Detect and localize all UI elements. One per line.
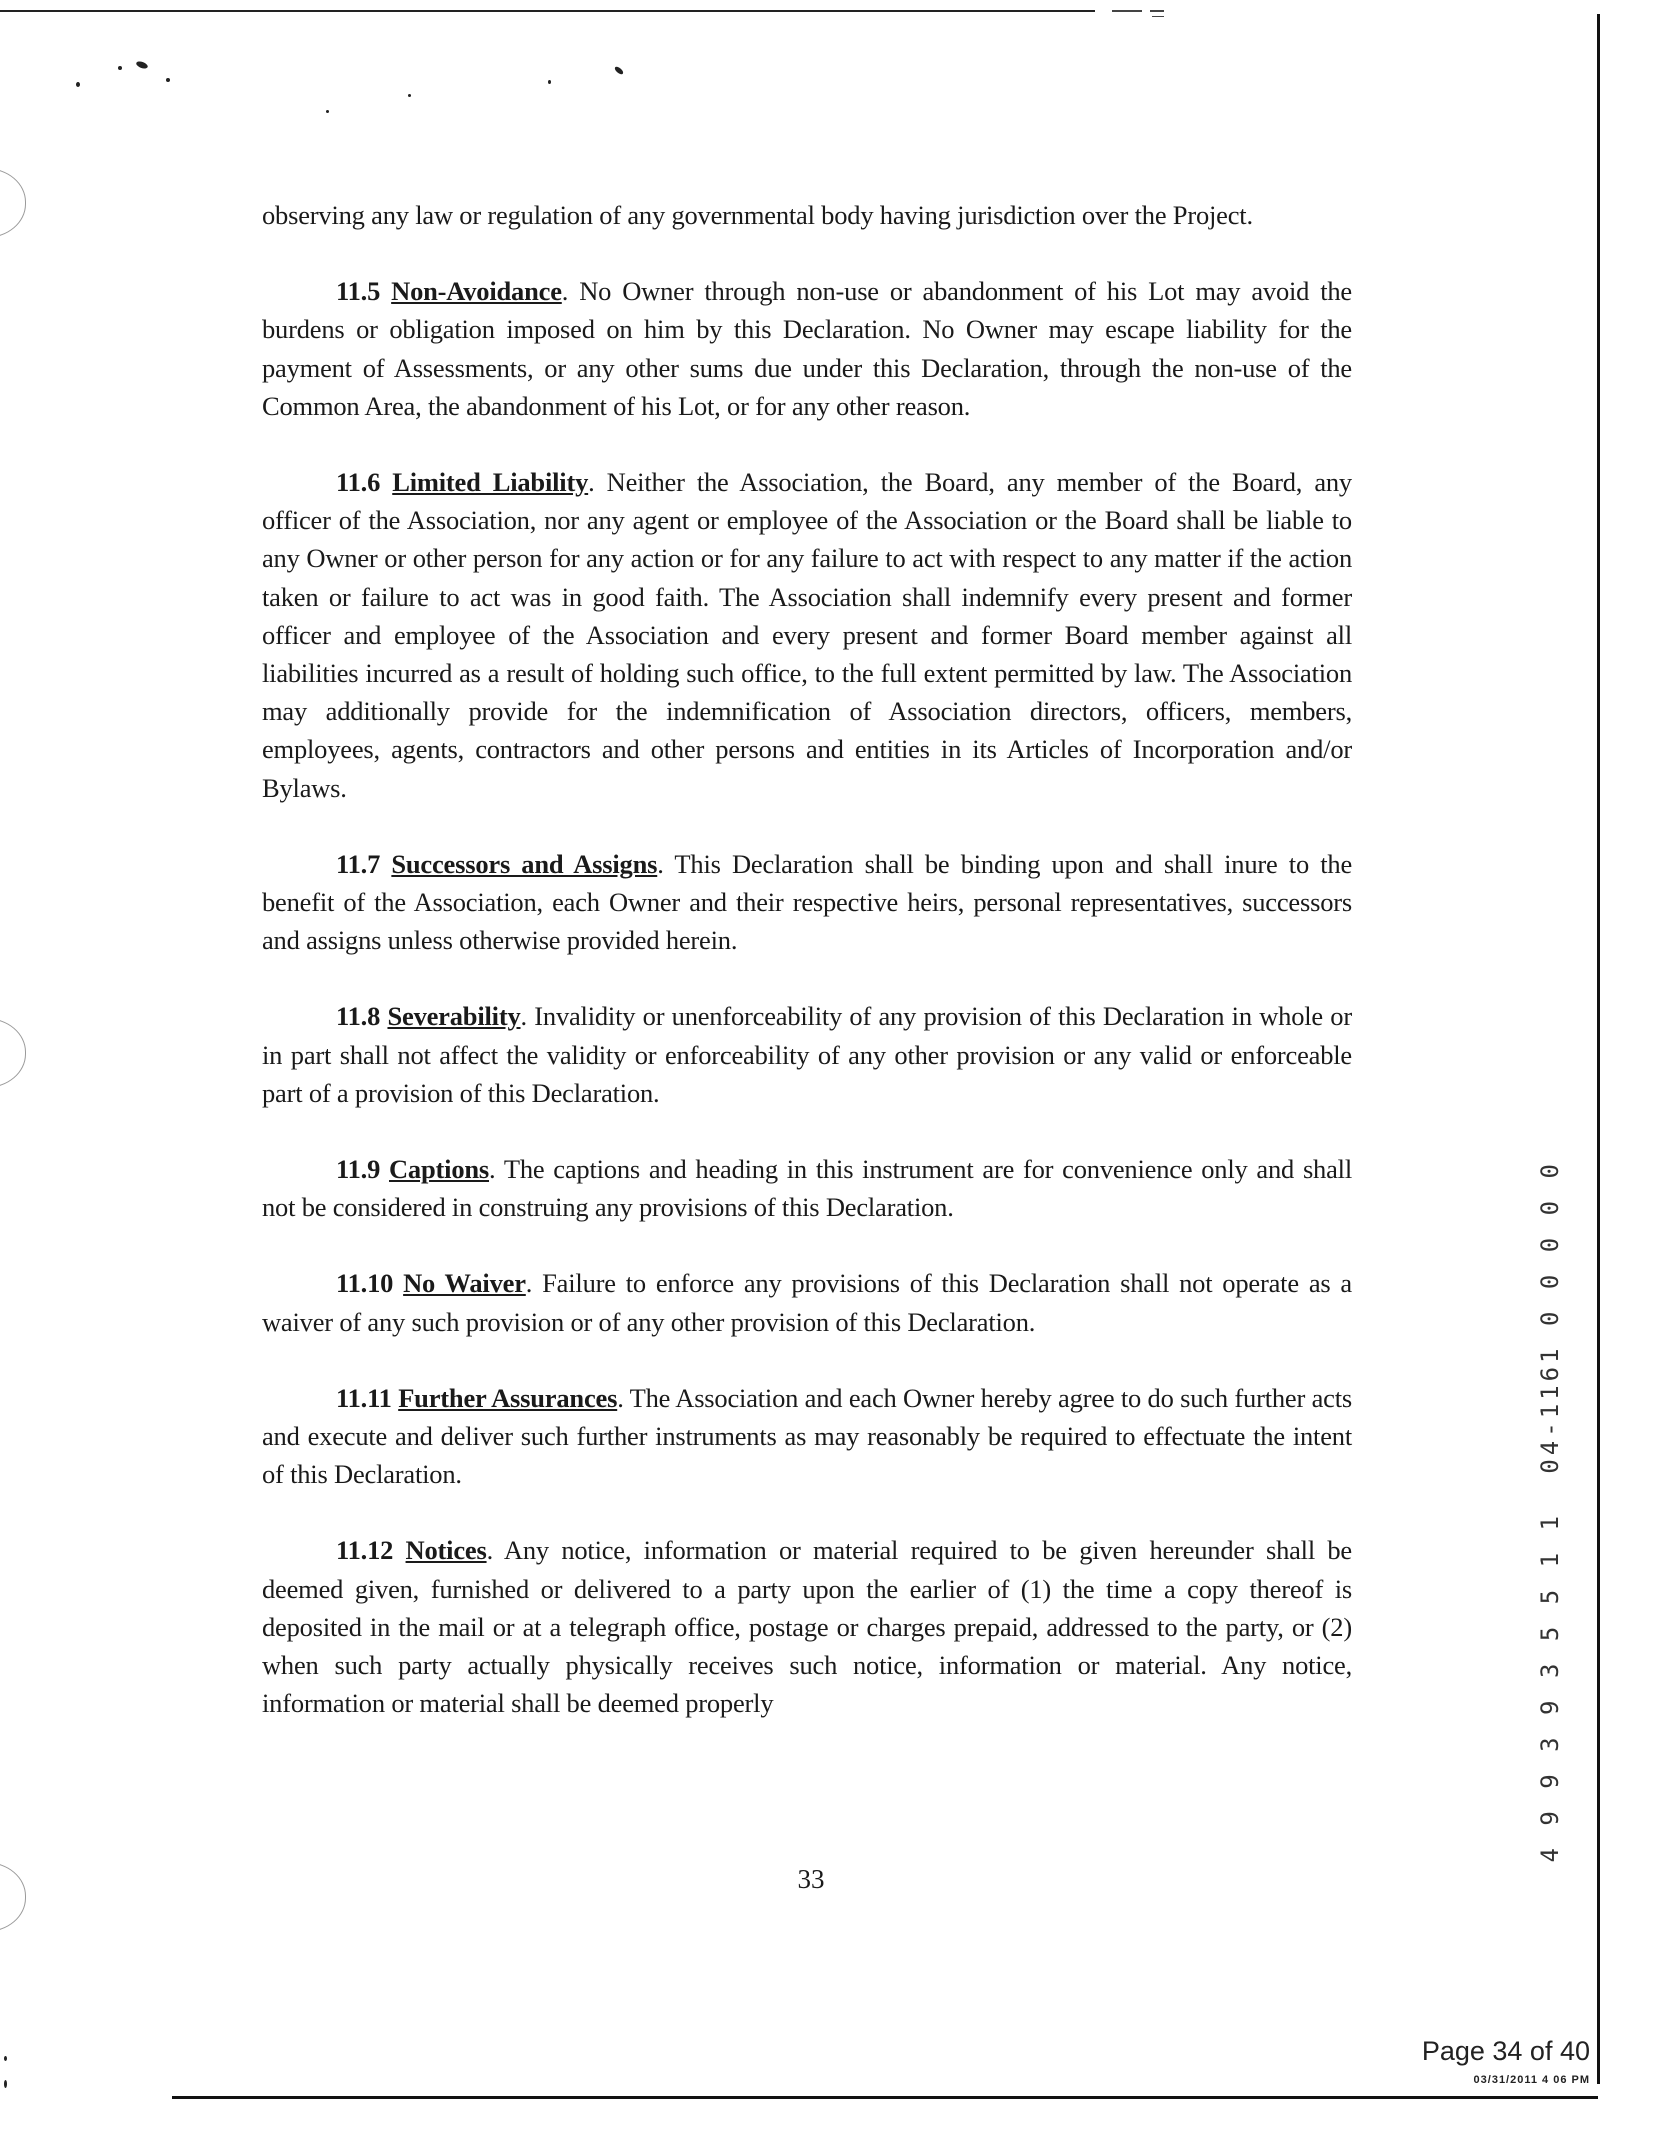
section-number: 11.7 [336, 848, 381, 879]
section-title: Captions [389, 1154, 490, 1185]
section-number: 11.10 [336, 1268, 394, 1299]
section-text: Invalidity or unenforceability of any provision of this Declaration in whole or in part shall not affect the validity or enforceability of any other provision or any valid or enforceable part of a provision of this Declaration. [262, 1001, 1352, 1108]
scan-speck [408, 94, 411, 97]
scan-speck [166, 78, 170, 82]
scan-speck [76, 82, 80, 87]
scan-speck [548, 80, 551, 84]
section-text: No Owner through non-use or abandonment of his Lot may avoid the burdens or obligation imposed on him by this Declaration. No Owner may escape liability for the payment of Assessments, or any other sums due under this Declaration, through the non-use of the Common Area, the abandonment of his Lot, or for any other reason. [262, 276, 1352, 421]
document-body [262, 196, 1352, 1761]
punch-hole [0, 1018, 26, 1088]
intro-paragraph: observing any law or regulation of any governmental body having jurisdiction over the Project. [262, 200, 1253, 230]
section-number: 11.9 [336, 1154, 381, 1185]
section-11-5: 11.5 Non-Avoidance. No Owner through non-use or abandonment of his Lot may avoid the burdens or obligation imposed on him by this Declaration. No Owner may escape liability for the payment of Assessments, or any other sums due under this Declaration, through the non-use of the Common Area, the abandonment of his Lot, or for any other reason. [262, 276, 1352, 421]
scan-speck [4, 2056, 7, 2061]
top-rule [0, 10, 1095, 12]
section-11-6: 11.6 Limited Liability. Neither the Association, the Board, any member of the Board, any officer of the Association, nor any agent or employee of the Association or the Board shall be liable to any Owner or other person for any action or for any failure to act with respect to any matter if the action taken or failure to act was in good faith. The Association shall indemnify every present and former officer and employee of the Association and every present and former Board member against all liabilities incurred as a result of holding such office, to the full extent permitted by law. The Association may additionally provide for the indemnification of Association directors, officers, members, employees, agents, contractors and other persons and entities in its Articles of Incorporation and/or Bylaws. [262, 467, 1352, 803]
bottom-rule [172, 2096, 1598, 2099]
section-text: The Association and each Owner hereby agree to do such further acts and execute and deliver such further instruments as may reasonably be required to effectuate the intent of this Declaration. [262, 1382, 1352, 1490]
section-text: The captions and heading in this instrument are for convenience only and shall not be considered in construing any provisions of this Declaration. [262, 1154, 1352, 1223]
section-title: Successors and Assigns [391, 848, 658, 879]
section-text: Neither the Association, the Board, any member of the Board, any officer of the Association, nor any agent or employee of the Association or the Board shall be liable to any Owner or other person for any action or for any failure to act with respect to any matter if the action taken or failure to act was in good faith. The Association shall indemnify every present and former officer and employee of the Association and every present and former Board member against all liabilities incurred as a result of holding such office, to the full extent permitted by law. The Association may additionally provide for the indemnification of Association directors, officers, members, employees, agents, contractors and other persons and entities in its Articles of Incorporation and/or Bylaws. [262, 467, 1352, 803]
scan-speck [135, 60, 148, 70]
section-11-7: 11.7 Successors and Assigns. This Declaration shall be binding upon and shall inure to the benefit of the Association, each Owner and their respective heirs, personal representatives, successors and assigns unless otherwise provided herein. [262, 848, 1353, 956]
section-11-11: 11.11 Further Assurances. The Association and each Owner hereby agree to do such further acts and execute and deliver such further instruments as may reasonably be required to effectuate the intent of this Declaration. [262, 1382, 1352, 1490]
scan-speck [118, 66, 122, 70]
section-text: Any notice, information or material required to be given hereunder shall be deemed given, furnished or delivered to a party upon the earlier of (1) the time a copy thereof is deposited in the mail or at a telegraph office, postage or charges prepaid, addressed to the party, or (2) when such party actually physically receives such notice, information or material. Any notice, information or material shall be deemed properly [262, 1535, 1352, 1719]
section-11-9: 11.9 Captions. The captions and heading in this instrument are for convenience only and shall not be considered in construing any provisions of this Declaration. [262, 1154, 1352, 1223]
section-number: 11.12 [336, 1535, 394, 1566]
section-text: This Declaration shall be binding upon and shall inure to the benefit of the Association, each Owner and their respective heirs, personal representatives, successors and assigns unless otherwise provided herein. [262, 848, 1353, 956]
section-11-12: 11.12 Notices. Any notice, information or material required to be given hereunder shall be deemed given, furnished or delivered to a party upon the earlier of (1) the time a copy thereof is deposited in the mail or at a telegraph office, postage or charges prepaid, addressed to the party, or (2) when such party actually physically receives such notice, information or material. Any notice, information or material shall be deemed properly [262, 1535, 1352, 1719]
top-rule-dash [1150, 10, 1164, 12]
scan-speck [614, 65, 625, 75]
section-title: Notices [405, 1535, 487, 1566]
page-number: 33 [797, 1864, 825, 1894]
footer-page-label: Page 34 of 40 [1421, 2036, 1590, 2066]
section-11-10: 11.10 No Waiver. Failure to enforce any provisions of this Declaration shall not operate as a waiver of any such provision or of any other provision of this Declaration. [262, 1268, 1352, 1337]
section-number: 11.5 [336, 276, 381, 307]
section-number: 11.6 [336, 467, 381, 498]
scan-speck [326, 110, 329, 113]
section-title: Severability [387, 1001, 521, 1032]
margin-recording-stamp: 04-1161 0 0 0 0 0 [1536, 1160, 1564, 1474]
section-title: Further Assurances [398, 1382, 618, 1413]
section-title: Non-Avoidance [391, 276, 562, 307]
section-text: Failure to enforce any provisions of this Declaration shall not operate as a waiver of any such provision or of any other provision of this Declaration. [262, 1268, 1352, 1337]
section-11-8: 11.8 Severability. Invalidity or unenforceability of any provision of this Declaration in whole or in part shall not affect the validity or enforceability of any other provision or any valid or enforceable part of a provision of this Declaration. [262, 1001, 1352, 1108]
section-number: 11.8 [336, 1001, 381, 1032]
top-rule-dash [1112, 10, 1142, 12]
right-edge-line [1597, 14, 1600, 2084]
margin-recording-stamp: 4 9 9 3 9 3 5 5 1 1 [1536, 1512, 1564, 1863]
punch-hole [0, 168, 26, 238]
section-title: No Waiver [403, 1268, 526, 1299]
footer-timestamp: 03/31/2011 4 06 PM [1473, 2074, 1590, 2086]
section-title: Limited Liability [392, 467, 589, 498]
scan-speck [4, 2080, 7, 2088]
section-number: 11.11 [336, 1382, 392, 1413]
top-rule-dash [1152, 16, 1164, 17]
